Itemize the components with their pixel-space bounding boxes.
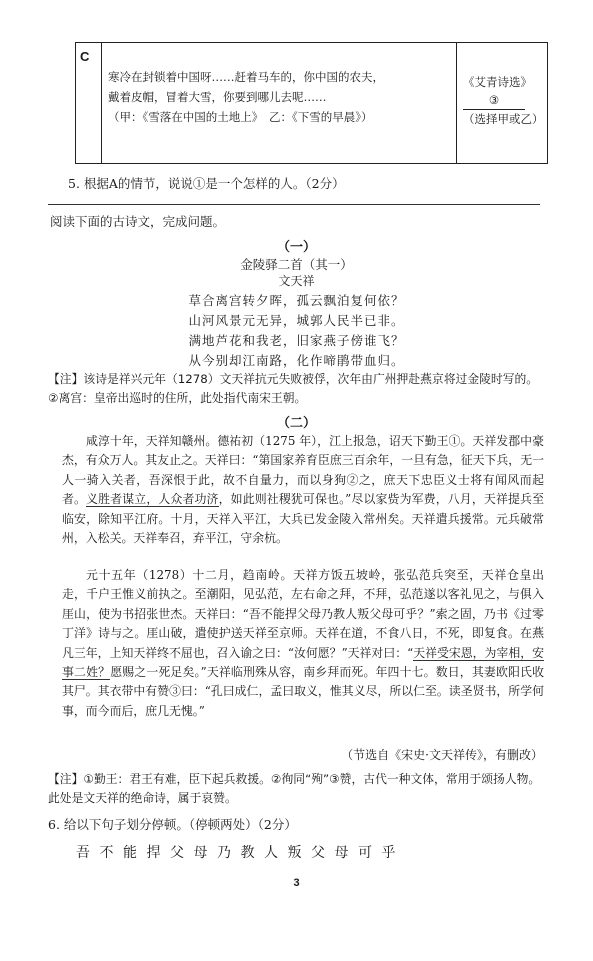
quote-line-2: 戴着皮帽，冒着大雪，你要到哪儿去呢…… xyxy=(108,90,327,104)
reading-instruction: 阅读下面的古诗文，完成问题。 xyxy=(50,214,226,229)
poem-title: 金陵驿二首（其一） xyxy=(240,257,353,272)
poem-line: 草合离宫转夕晖，孤云飘泊复何依？ xyxy=(188,293,405,308)
poem-line: 从今别却江南路，化作啼鹃带血归。 xyxy=(188,353,405,368)
page-number: 3 xyxy=(293,877,300,889)
question-5: 5. 根据A的情节，说说①是一个怎样的人。（2分） xyxy=(68,176,345,191)
underlined-sentence-1: 义胜者谋立，人众者功济 xyxy=(86,492,219,507)
section-1-heading: （一） xyxy=(276,240,316,255)
answer-table-row-c xyxy=(75,42,548,164)
poem-line: 山河风景元无异，城郭人民半已非。 xyxy=(188,313,405,328)
quote-line-3: （甲：《雪落在中国的土地上》 乙：《下雪的早晨》） xyxy=(108,110,373,124)
poem-line: 满地芦花和我老，旧家燕子傍谁飞？ xyxy=(188,333,405,348)
poem-note: 【注】该诗是祥兴元年（1278）文天祥抗元失败被俘，次年由广州押赴燕京将过金陵时写的。②离宫：皇帝出巡时的住所，此处指代南宋王朝。 xyxy=(48,372,539,405)
row-label: C xyxy=(76,43,102,163)
answer-line xyxy=(48,204,540,205)
question-6-sentence[interactable]: 吾不能捍父母乃教人叛父母可乎 xyxy=(76,845,405,861)
quote-line-1: 寒冷在封锁着中国呀……赶着马车的，你中国的农夫， xyxy=(108,70,384,84)
prose-paragraph-2: 元十五年（1278）十二月，趋南岭。天祥方饭五坡岭，张弘范兵突至，天祥仓皇出走，千户王惟义前执之。至潮阳，见弘范，左右命之拜，不拜，弘范遂以客礼见之，与俱入厓山，使为书招张世杰。天祥曰：“吾不能捍父母乃教人叛父母可乎？”索之固，乃书《过零丁洋》诗与之。厓山破，遣使护送天祥至京师。天祥在道，不食八日，不死，即复食。在燕凡三年，上知天祥终不屈也，召入谕之曰：“汝何愿？”天祥对曰：“天祥受宋恩，为宰相，安事二姓？愿赐之一死足矣。”天祥临刑殊从容，南乡拜而死。年四十七。数日，其妻欧阳氏收其尸。其衣带中有赞③曰：“孔曰成仁，孟曰取义，惟其义尽，所以仁至。读圣贤书，所学何事，而今而后，庶几无愧。” xyxy=(62,568,544,718)
underlined-sentence-2: 天祥受宋恩，为宰相，安事二姓？ xyxy=(62,645,544,680)
row-quote xyxy=(102,43,457,163)
poem-author: 文天祥 xyxy=(278,274,315,288)
row-answer-cell xyxy=(457,43,547,163)
answer-blank[interactable]: ③ xyxy=(463,91,525,110)
section-2-heading: （二） xyxy=(276,416,316,431)
prose-note: 【注】①勤王：君王有难，臣下起兵救援。②徇同“殉”③赞，古代一种文体，常用于颂扬人物。此处是文天祥的绝命诗，属于哀赞。 xyxy=(48,772,541,805)
source-citation: （节选自《宋史·文天祥传》，有删改） xyxy=(341,748,543,762)
book-title: 《艾青诗选》 xyxy=(463,75,532,89)
prose-paragraph-1: 咸淳十年，天祥知赣州。德祐初（1275 年），江上报急，诏天下勤王①。天祥发郡中豪杰，有众万人。其友止之。天祥曰：“第国家养育臣庶三百余年，一旦有急，征天下兵，无一人一骑入关者，吾深恨于此，故不自量力，而以身狗②之，庶天下忠臣义士将有闻风而起者。义胜者谋立，人众者功济，如此则社稷犹可保也。”尽以家赀为军费，八月，天祥提兵至临安，除知平江府。十月，天祥入平江，大兵已发金陵入常州矣。天祥遣兵援常。元兵破常州，入松关。天祥奉召，弃平江，守余杭。 xyxy=(62,434,544,546)
question-6: 6. 给以下句子划分停顿。（停顿两处）（2分） xyxy=(48,817,297,832)
choice-hint: （选择甲或乙） xyxy=(463,112,544,126)
